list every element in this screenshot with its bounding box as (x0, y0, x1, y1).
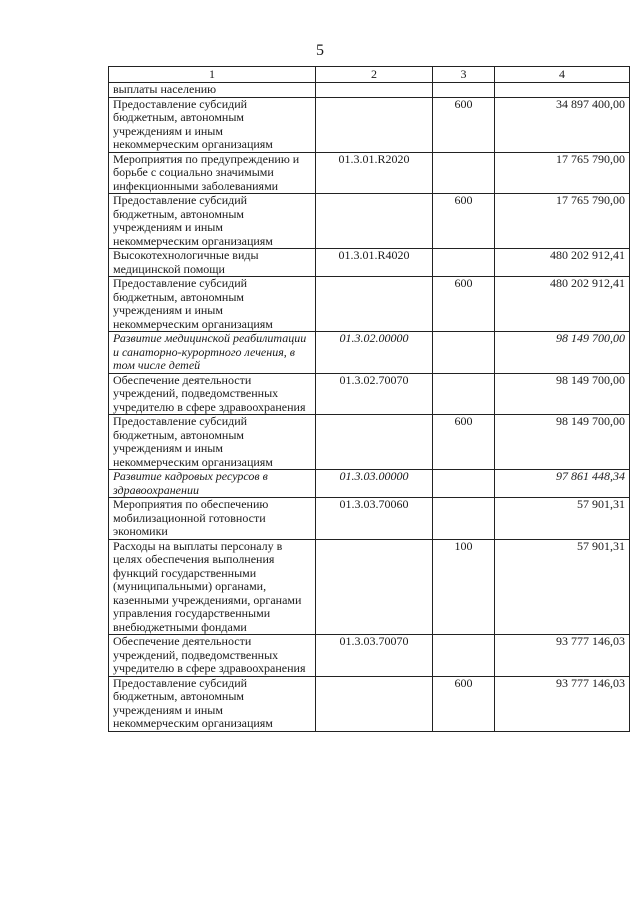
row-expense-type: 600 (433, 97, 495, 152)
column-header-amount: 4 (495, 67, 630, 83)
row-name: Мероприятия по обеспечению мобилизационной готовности экономики (109, 498, 316, 540)
table-row (109, 635, 630, 677)
row-amount: 17 765 790,00 (495, 152, 630, 194)
row-amount: 57 901,31 (495, 498, 630, 540)
table-row (109, 97, 630, 152)
row-code (316, 277, 433, 332)
table-row (109, 152, 630, 194)
row-code: 01.3.03.00000 (316, 470, 433, 498)
table-row (109, 249, 630, 277)
row-name: Высокотехнологичные виды медицинской помощи (109, 249, 316, 277)
table-row (109, 415, 630, 470)
row-expense-type: 600 (433, 194, 495, 249)
row-amount: 57 901,31 (495, 539, 630, 635)
row-name: Предоставление субсидий бюджетным, автономным учреждениям и иным некоммерческим организациям (109, 676, 316, 731)
row-code (316, 83, 433, 98)
row-amount: 98 149 700,00 (495, 415, 630, 470)
row-amount: 34 897 400,00 (495, 97, 630, 152)
row-code (316, 97, 433, 152)
row-expense-type: 600 (433, 415, 495, 470)
row-name: Предоставление субсидий бюджетным, автономным учреждениям и иным некоммерческим организациям (109, 415, 316, 470)
row-amount: 93 777 146,03 (495, 635, 630, 677)
row-name: Мероприятия по предупреждению и борьбе с социально значимыми инфекционными заболеваниями (109, 152, 316, 194)
row-code: 01.3.02.00000 (316, 332, 433, 374)
row-code (316, 539, 433, 635)
row-name: Предоставление субсидий бюджетным, автономным учреждениям и иным некоммерческим организациям (109, 277, 316, 332)
row-amount: 480 202 912,41 (495, 277, 630, 332)
row-expense-type: 600 (433, 676, 495, 731)
table-row (109, 498, 630, 540)
row-expense-type (433, 83, 495, 98)
table-row (109, 373, 630, 415)
column-header-code: 2 (316, 67, 433, 83)
row-expense-type: 100 (433, 539, 495, 635)
row-name: Предоставление субсидий бюджетным, автономным учреждениям и иным некоммерческим организациям (109, 97, 316, 152)
row-amount: 480 202 912,41 (495, 249, 630, 277)
table-row-subprogram (109, 470, 630, 498)
row-name: Предоставление субсидий бюджетным, автономным учреждениям и иным некоммерческим организациям (109, 194, 316, 249)
row-name: Развитие кадровых ресурсов в здравоохранении (109, 470, 316, 498)
row-amount (495, 83, 630, 98)
budget-table (108, 66, 630, 732)
row-expense-type (433, 152, 495, 194)
table-row (109, 83, 630, 98)
table-row (109, 194, 630, 249)
column-header-type: 3 (433, 67, 495, 83)
row-name: Обеспечение деятельности учреждений, подведомственных учредителю в сфере здравоохранения (109, 635, 316, 677)
table-header-row (109, 67, 630, 83)
row-code: 01.3.01.R4020 (316, 249, 433, 277)
row-amount: 98 149 700,00 (495, 373, 630, 415)
row-code (316, 194, 433, 249)
page-number: 5 (316, 42, 324, 59)
row-expense-type (433, 470, 495, 498)
row-amount: 97 861 448,34 (495, 470, 630, 498)
row-code: 01.3.01.R2020 (316, 152, 433, 194)
row-expense-type: 600 (433, 277, 495, 332)
row-expense-type (433, 332, 495, 374)
table-row-subprogram (109, 332, 630, 374)
row-code: 01.3.02.70070 (316, 373, 433, 415)
row-expense-type (433, 498, 495, 540)
row-expense-type (433, 635, 495, 677)
row-name: Расходы на выплаты персоналу в целях обеспечения выполнения функций государственными (муниципальными) органами, казенными учреждениями, органами управления государственными внебюджетными фондами (109, 539, 316, 635)
row-name: Обеспечение деятельности учреждений, подведомственных учредителю в сфере здравоохранения (109, 373, 316, 415)
row-code: 01.3.03.70070 (316, 635, 433, 677)
table-row (109, 539, 630, 635)
row-code (316, 676, 433, 731)
row-code (316, 415, 433, 470)
table-row (109, 277, 630, 332)
row-code: 01.3.03.70060 (316, 498, 433, 540)
row-name: Развитие медицинской реабилитации и санаторно-курортного лечения, в том числе детей (109, 332, 316, 374)
row-expense-type (433, 373, 495, 415)
row-name: выплаты населению (109, 83, 316, 98)
row-expense-type (433, 249, 495, 277)
row-amount: 98 149 700,00 (495, 332, 630, 374)
row-amount: 93 777 146,03 (495, 676, 630, 731)
table-row (109, 676, 630, 731)
column-header-name: 1 (109, 67, 316, 83)
row-amount: 17 765 790,00 (495, 194, 630, 249)
